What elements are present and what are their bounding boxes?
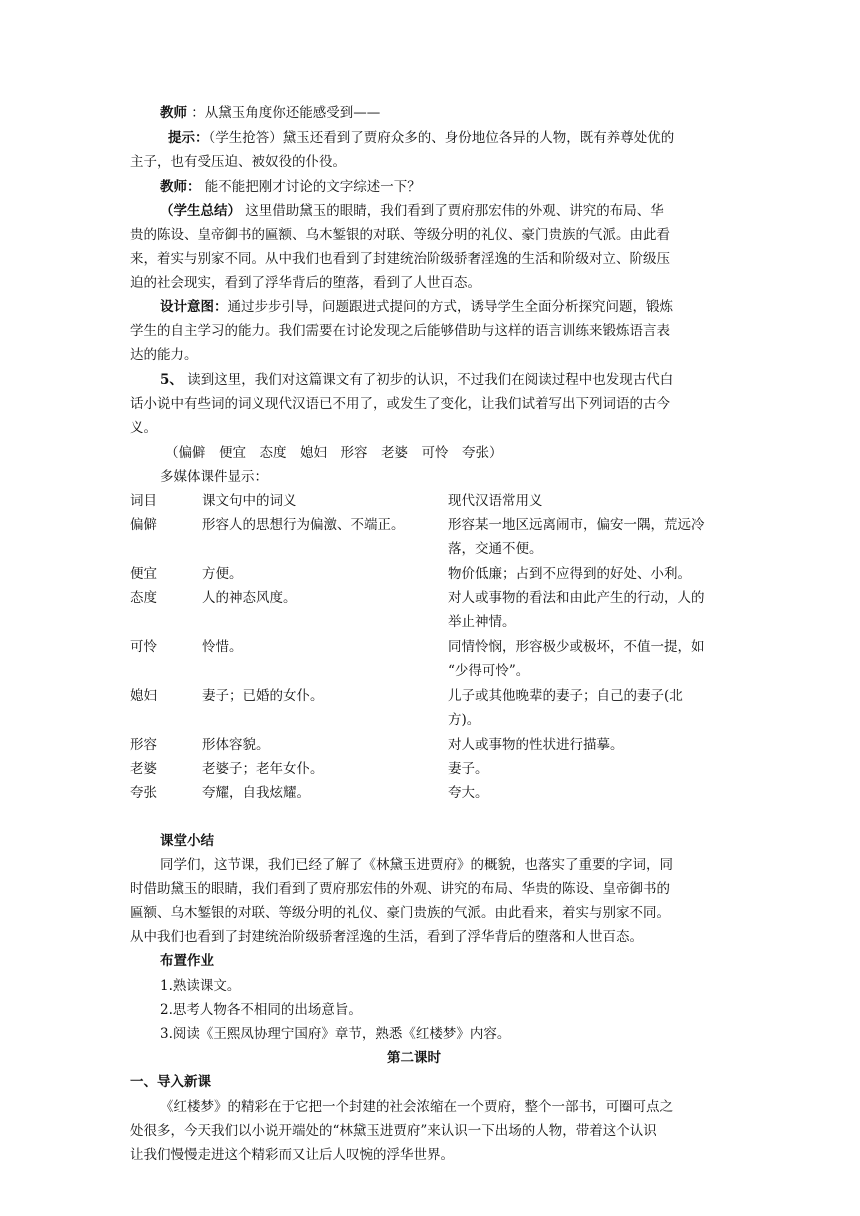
- step5-text: 读到这里，我们对这篇课文有了初步的认识，不过我们在阅读过程中也发现古代白: [182, 372, 674, 388]
- table-cell-word: 偏僻: [130, 517, 157, 533]
- design-intent-line-1: [160, 296, 673, 318]
- design-intent-text: 通过步步引导，问题跟进式提问的方式，诱导学生全面分析探究问题，锻炼: [227, 299, 673, 315]
- teacher-label: 教师：: [160, 179, 201, 195]
- table-cell-modern-meaning: 对人或事物的看法和由此产生的行动，人的: [448, 590, 705, 606]
- summary-line-4: 从中我们也看到了封建统治阶级骄奢淫逸的生活，看到了浮华背后的堕落和人世百态。: [130, 929, 643, 945]
- lesson2-section-heading: 一、导入新课: [130, 1074, 211, 1090]
- homework-item: 1.熟读课文。: [160, 978, 241, 994]
- table-cell-modern-meaning: 举止神情。: [448, 614, 516, 630]
- table-cell-old-meaning: 妻子；已婚的女仆。: [202, 688, 324, 704]
- hint-label: 提示：: [168, 130, 209, 146]
- table-cell-old-meaning: 怜惜。: [202, 639, 243, 655]
- table-cell-modern-meaning: 落，交通不便。: [448, 541, 543, 557]
- table-cell-modern-meaning: 物价低廉；占到不应得到的好处、小利。: [448, 566, 691, 582]
- table-header-old-meaning: 课文句中的词义: [202, 493, 297, 509]
- homework-item: 2.思考人物各不相同的出场意旨。: [160, 1002, 362, 1018]
- homework-item: 3.阅读《王熙凤协理宁国府》章节，熟悉《红楼梦》内容。: [160, 1026, 511, 1042]
- teacher-line-2: [160, 176, 421, 198]
- table-cell-word: 夸张: [130, 785, 157, 801]
- table-cell-word: 老婆: [130, 761, 157, 777]
- hint-line-1: [168, 127, 674, 149]
- table-cell-modern-meaning: 对人或事物的性状进行描摹。: [448, 737, 624, 753]
- student-summary-line-1: [160, 200, 664, 222]
- lesson2-title: 第二课时: [387, 1050, 441, 1066]
- summary-line-3: 匾额、乌木錾银的对联、等级分明的礼仪、豪门贵族的气派。由此看来，着实与别家不同。: [130, 905, 670, 921]
- table-cell-old-meaning: 老婆子；老年女仆。: [202, 761, 324, 777]
- step5-line-2: 话小说中有些词的词义现代汉语已不用了，或发生了变化，让我们试着写出下列词语的古今: [130, 396, 670, 412]
- teacher-line-1: [160, 102, 380, 124]
- table-cell-word: 形容: [130, 737, 157, 753]
- hint-line-2: 主子，也有受压迫、被奴役的仆役。: [130, 154, 346, 170]
- table-cell-old-meaning: 方便。: [202, 566, 243, 582]
- step5-label: 5、: [160, 372, 183, 388]
- lesson2-line-2: 处很多，今天我们以小说开端处的“林黛玉进贾府”来认识一下出场的人物，带着这个认识: [130, 1123, 657, 1139]
- design-intent-line-3: 达的能力。: [130, 347, 198, 363]
- table-cell-word: 便宜: [130, 566, 157, 582]
- table-cell-modern-meaning: 同情怜悯，形容极少或极坏，不值一提，如: [448, 639, 705, 655]
- step5-line-3: 义。: [130, 420, 157, 436]
- student-summary-line-2: 贵的陈设、皇帝御书的匾额、乌木錾银的对联、等级分明的礼仪、豪门贵族的气派。由此看: [130, 227, 670, 243]
- teacher-label: 教师: [160, 105, 187, 121]
- student-summary-text: 这里借助黛玉的眼睛，我们看到了贾府那宏伟的外观、讲究的布局、华: [241, 203, 664, 219]
- table-header-word: 词目: [130, 493, 157, 509]
- word-list: （偏僻 便宜 态度 媳妇 形容 老婆 可怜 夸张）: [165, 445, 503, 461]
- table-cell-old-meaning: 夸耀，自我炫耀。: [202, 785, 310, 801]
- table-cell-word: 态度: [130, 590, 157, 606]
- table-cell-modern-meaning: 夸大。: [448, 785, 489, 801]
- student-summary-line-3: 来，着实与别家不同。从中我们也看到了封建统治阶级骄奢淫逸的生活和阶级对立、阶级压: [130, 251, 670, 267]
- multimedia-label: 多媒体课件显示：: [160, 469, 268, 485]
- teacher-text: ：从黛玉角度你还能感受到——: [187, 105, 381, 121]
- summary-line-1: 同学们，这节课，我们已经了解了《林黛玉进贾府》的概貌，也落实了重要的字词，同: [160, 857, 673, 873]
- table-cell-old-meaning: 形容人的思想行为偏激、不端正。: [202, 517, 405, 533]
- table-cell-modern-meaning: “少得可怜”。: [448, 663, 530, 679]
- table-cell-modern-meaning: 妻子。: [448, 761, 489, 777]
- table-cell-word: 可怜: [130, 639, 157, 655]
- table-cell-word: 媳妇: [130, 688, 157, 704]
- lesson2-line-3: 让我们慢慢走进这个精彩而又让后人叹惋的浮华世界。: [130, 1147, 454, 1163]
- design-intent-label: 设计意图：: [160, 299, 228, 315]
- lesson2-line-1: 《红楼梦》的精彩在于它把一个封建的社会浓缩在一个贾府，整个一部书，可圈可点之: [160, 1099, 673, 1115]
- homework-heading: 布置作业: [160, 953, 214, 969]
- student-summary-label: （学生总结）: [160, 203, 241, 219]
- table-cell-modern-meaning: 方)。: [448, 712, 481, 728]
- table-cell-modern-meaning: 形容某一地区远离闹市，偏安一隅，荒远冷: [448, 517, 705, 533]
- hint-text: （学生抢答）黛玉还看到了贾府众多的、身份地位各异的人物，既有养尊处优的: [208, 130, 675, 146]
- teacher-text: 能不能把刚才讨论的文字综述一下？: [200, 179, 421, 195]
- table-cell-old-meaning: 形体容貌。: [202, 737, 270, 753]
- design-intent-line-2: 学生的自主学习的能力。我们需要在讨论发现之后能够借助与这样的语言训练来锻炼语言表: [130, 323, 670, 339]
- summary-line-2: 时借助黛玉的眼睛，我们看到了贾府那宏伟的外观、讲究的布局、华贵的陈设、皇帝御书的: [130, 881, 670, 897]
- summary-heading: 课堂小结: [160, 833, 214, 849]
- table-header-modern-meaning: 现代汉语常用义: [448, 493, 543, 509]
- step5-line-1: [160, 369, 673, 391]
- table-cell-modern-meaning: 儿子或其他晚辈的妻子；自己的妻子(北: [448, 688, 683, 704]
- table-cell-old-meaning: 人的神态风度。: [202, 590, 297, 606]
- student-summary-line-4: 迫的社会现实，看到了浮华背后的堕落，看到了人世百态。: [130, 275, 481, 291]
